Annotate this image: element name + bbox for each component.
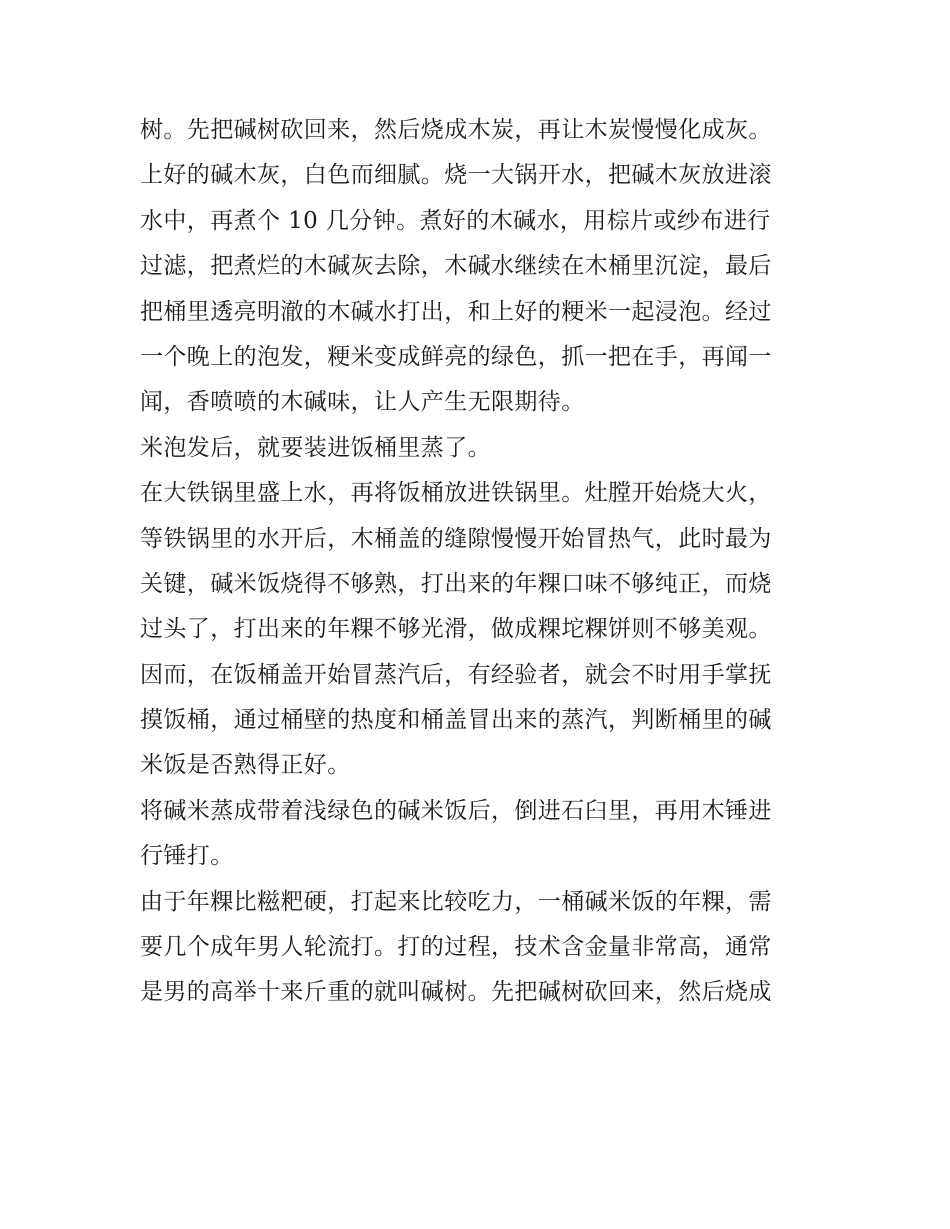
text-line-16: 将碱米蒸成带着浅绿色的碱米饭后，倒进石臼里，再用木锤进 <box>140 797 772 824</box>
text-line-20: 是男的高举十来斤重的就叫碱树。先把碱树砍回来，然后烧成 <box>140 979 772 1006</box>
text-line-19: 要几个成年男人轮流打。打的过程，技术含金量非常高，通常 <box>140 934 772 961</box>
text-line-5: 把桶里透亮明澈的木碱水打出，和上好的粳米一起浸泡。经过 <box>140 298 772 325</box>
text-line-4: 过滤，把煮烂的木碱灰去除，木碱水继续在木桶里沉淀，最后 <box>140 253 772 280</box>
text-line-15: 米饭是否熟得正好。 <box>140 752 351 779</box>
text-line-11: 关键，碱米饭烧得不够熟，打出来的年粿口味不够纯正，而烧 <box>140 570 772 597</box>
text-line-6: 一个晚上的泡发，粳米变成鲜亮的绿色，抓一把在手，再闻一 <box>140 343 772 370</box>
body-text <box>140 108 820 1016</box>
text-line-10: 等铁锅里的水开后，木桶盖的缝隙慢慢开始冒热气，此时最为 <box>140 525 772 552</box>
text-line-13: 因而，在饭桶盖开始冒蒸汽后，有经验者，就会不时用手掌抚 <box>140 661 772 688</box>
text-line-7: 闻，香喷喷的木碱味，让人产生无限期待。 <box>140 389 585 416</box>
text-line-12: 过头了，打出来的年粿不够光滑，做成粿坨粿饼则不够美观。 <box>140 616 772 643</box>
text-line-17: 行锤打。 <box>140 843 234 870</box>
text-line-1: 树。先把碱树砍回来，然后烧成木炭，再让木炭慢慢化成灰。 <box>140 117 772 143</box>
text-line-8: 米泡发后，就要装进饭桶里蒸了。 <box>140 434 491 461</box>
text-line-2: 上好的碱木灰，白色而细腻。烧一大锅开水，把碱木灰放进滚 <box>140 162 772 189</box>
text-line-18: 由于年粿比糍粑硬，打起来比较吃力，一桶碱米饭的年粿，需 <box>140 888 772 915</box>
text-line-9: 在大铁锅里盛上水，再将饭桶放进铁锅里。灶膛开始烧大火， <box>140 480 772 507</box>
text-line-3: 水中，再煮个 10 几分钟。煮好的木碱水，用棕片或纱布进行 <box>140 207 771 234</box>
text-line-14: 摸饭桶，通过桶壁的热度和桶盖冒出来的蒸汽，判断桶里的碱 <box>140 707 772 734</box>
